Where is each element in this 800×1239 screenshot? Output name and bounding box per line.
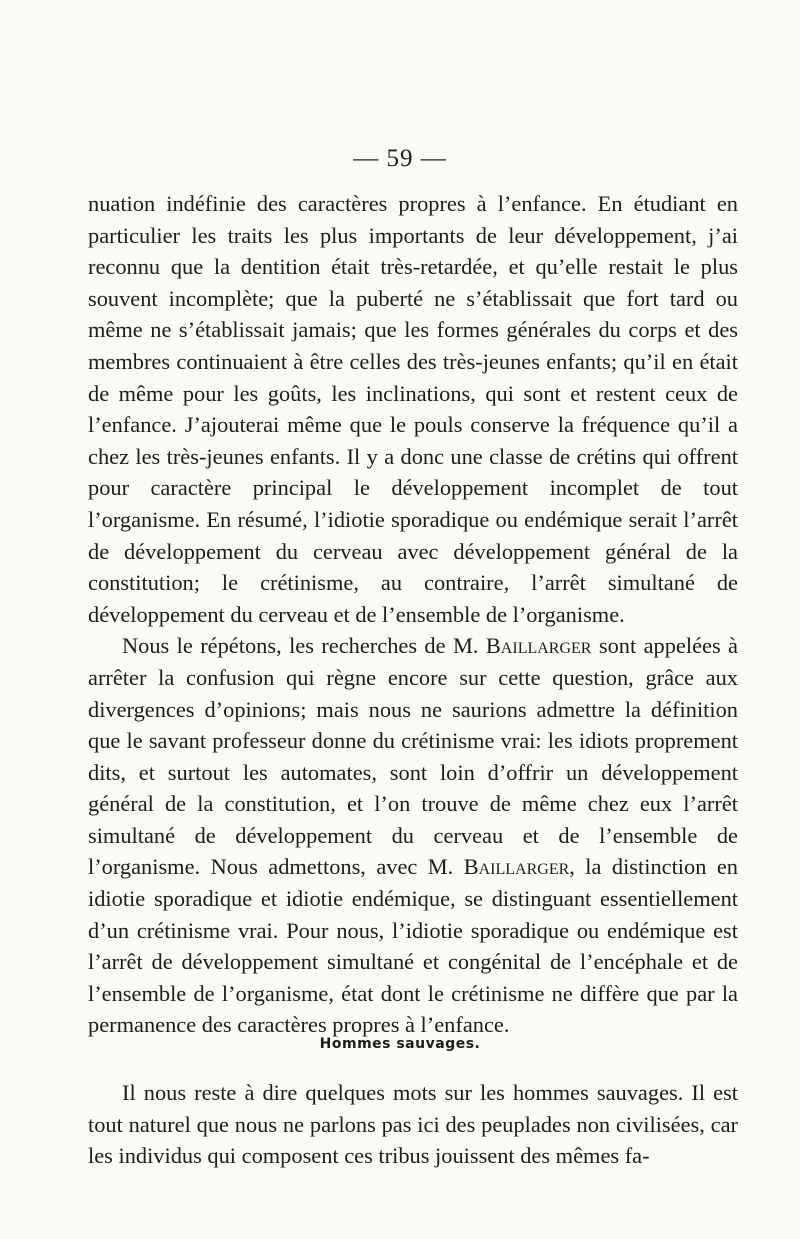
paragraph-1-text: nuation indéfinie des caractères propres à l’enfance. En étudiant en particulier les traits les plus importants de leur développement, j’ai reconnu que la dentition était très-retardée, et qu’elle restait le plus souvent incomplète; que la puberté ne s’établissait que fort tard ou même ne s’établissait jamais; que les formes générales du corps et des membres continuaient à être celles des très-jeunes enfants; qu’il en était de même pour les goûts, les inclinations, qui sont et restent ceux de l’enfance. J’ajouterai même que le pouls conserve la fréquence qu’il a chez les très-jeunes enfants. Il y a donc une classe de crétins qui offrent pour caractère principal le développement incomplet de tout l’organisme. En résumé, l’idiotie sporadique ou endémique serait l’arrêt de développement du cerveau avec développement général de la constitution; le crétinisme, au contraire, l’arrêt simultané de développement du cerveau et de l’ensemble de l’organisme. [88, 191, 738, 627]
author-name: Baillarger [485, 633, 592, 659]
paragraph-2-text-a: Nous le répétons, les recherches de M. [122, 633, 486, 659]
paragraph-3 [88, 1077, 738, 1172]
paragraph-2-text-b: sont appelées à arrêter la confusion qui règne encore sur cette question, grâce aux divergences d’opinions; mais nous ne saurions admettre la définition que le savant professeur donne du crétinisme vrai: les idiots proprement dits, et surtout les automates, sont loin d’offrir un développement général de la constitution, et l’on trouve de même chez eux l’arrêt simultané de développement du cerveau et de l’ensemble de l’organisme. Nous admettons, avec M. [88, 633, 738, 880]
section-text [88, 1077, 738, 1172]
main-text [88, 188, 738, 1041]
paragraph-2-text-c: , la distinction en idiotie sporadique et idiotie endémique, se distinguant essentiellement d’un crétinisme vrai. Pour nous, l’idiotie sporadique ou endémique est l’arrêt de développement simultané et congénital de l’encéphale et de l’ensemble de l’organisme, état dont le crétinisme ne diffère que par la permanence des caractères propres à l’enfance. [88, 854, 738, 1038]
paragraph-3-text: Il nous reste à dire quelques mots sur les hommes sauvages. Il est tout naturel que nous ne parlons pas ici des peuplades non civilisées, car les individus qui composent ces tribus jouissent des mêmes fa- [88, 1080, 738, 1169]
paragraph-2 [88, 630, 738, 1041]
author-name: Baillarger [463, 854, 570, 880]
page-number: — 59 — [353, 145, 447, 172]
paragraph-1 [88, 188, 738, 630]
section-heading: Hommes sauvages. [319, 1036, 481, 1052]
